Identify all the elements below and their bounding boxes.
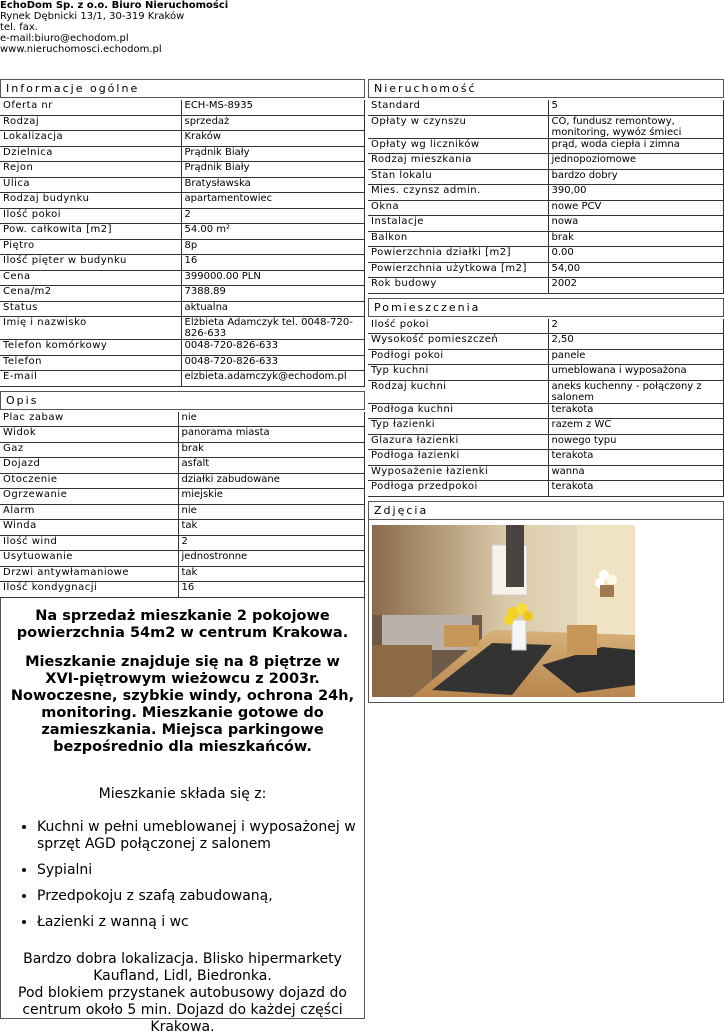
description-list — [9, 819, 356, 931]
rooms-row-value: nowego typu — [548, 434, 724, 450]
description-list-item: • Przedpokoju z szafą zabudowaną, — [37, 888, 356, 905]
general-row-value: ECH-MS-8935 — [181, 100, 365, 115]
general-row — [0, 317, 365, 340]
rooms-row — [368, 465, 724, 481]
general-row-label: Rodzaj — [0, 115, 181, 131]
general-row-value: Prądnik Biały — [181, 146, 365, 162]
rooms-row-value: umeblowana i wyposażona — [548, 365, 724, 381]
rooms-row-value: terakota — [548, 403, 724, 419]
property-row-label: Rok budowy — [368, 278, 548, 294]
general-row-value: Kraków — [181, 131, 365, 147]
agency-header — [0, 0, 228, 55]
description-list-item: • Kuchni w pełni umeblowanej i wyposażonej w sprzęt AGD połączonej z salonem — [37, 819, 356, 853]
description-list-item: • Sypialni — [37, 862, 356, 879]
property-row-label: Mies. czynsz admin. — [368, 185, 548, 201]
general-section-title: Informacje ogólne — [0, 79, 365, 98]
general-row-value: sprzedaż — [181, 115, 365, 131]
general-row-label: Piętro — [0, 239, 181, 255]
general-row — [0, 177, 365, 193]
opis-row — [0, 412, 365, 427]
rooms-row-value: 2 — [548, 319, 724, 334]
opis-row-value: tak — [178, 566, 365, 582]
general-row-label: Status — [0, 301, 181, 317]
property-row-label: Instalacje — [368, 216, 548, 232]
general-row-label: Cena/m2 — [0, 286, 181, 302]
rooms-row-label: Typ kuchni — [368, 365, 548, 381]
general-row-value: elzbieta.adamczyk@echodom.pl — [181, 371, 365, 387]
rooms-section-title: Pomieszczenia — [368, 298, 724, 317]
property-row-label: Opłaty w czynszu — [368, 115, 548, 138]
general-row — [0, 239, 365, 255]
property-row-label: Powierzchnia użytkowa [m2] — [368, 262, 548, 278]
property-row-value: nowa — [548, 216, 724, 232]
general-row-label: Telefon komórkowy — [0, 340, 181, 356]
property-row-value: 390,00 — [548, 185, 724, 201]
opis-row-value: działki zabudowane — [178, 473, 365, 489]
property-section-title: Nieruchomość — [368, 79, 724, 98]
opis-row-label: Ogrzewanie — [0, 489, 178, 505]
opis-row-label: Otoczenie — [0, 473, 178, 489]
general-row-label: Lokalizacja — [0, 131, 181, 147]
general-row — [0, 146, 365, 162]
opis-row — [0, 504, 365, 520]
property-row — [368, 138, 724, 154]
general-row-value: aktualna — [181, 301, 365, 317]
property-row — [368, 169, 724, 185]
opis-row-label: Ilość wind — [0, 535, 178, 551]
opis-row-value: tak — [178, 520, 365, 536]
company-phone: tel. fax. — [0, 22, 38, 33]
apartment-photo[interactable] — [372, 525, 635, 697]
rooms-row-value: terakota — [548, 481, 724, 497]
property-row-value: 2002 — [548, 278, 724, 294]
general-row-value: 2 — [181, 208, 365, 224]
general-row-value: 54.00 m² — [181, 224, 365, 240]
property-row-value: 54,00 — [548, 262, 724, 278]
property-row-value: prąd, woda ciepła i zimna — [548, 138, 724, 154]
description-intro: Mieszkanie składa się z: — [98, 785, 267, 802]
opis-table — [0, 412, 365, 598]
rooms-row-value: wanna — [548, 465, 724, 481]
general-row — [0, 340, 365, 356]
property-table — [368, 100, 724, 294]
property-row — [368, 185, 724, 201]
general-row-label: Telefon — [0, 355, 181, 371]
right-column — [368, 79, 724, 703]
general-row-label: Ilość pokoi — [0, 208, 181, 224]
general-row-value: 7388.89 — [181, 286, 365, 302]
description-box — [0, 598, 365, 1035]
property-row-label: Okna — [368, 200, 548, 216]
general-row-label: Ulica — [0, 177, 181, 193]
property-row-label: Rodzaj mieszkania — [368, 154, 548, 170]
opis-row-label: Plac zabaw — [0, 412, 178, 427]
rooms-row — [368, 481, 724, 497]
description-headline: Na sprzedaż mieszkanie 2 pokojowe powierzchnia 54m2 w centrum Krakowa. — [16, 607, 349, 641]
property-row — [368, 278, 724, 294]
general-table — [0, 100, 365, 387]
rooms-row — [368, 403, 724, 419]
rooms-row-label: Podłoga łazienki — [368, 450, 548, 466]
general-row — [0, 371, 365, 387]
rooms-row-value: aneks kuchenny - połączony z salonem — [548, 380, 724, 403]
property-row-label: Powierzchnia działki [m2] — [368, 247, 548, 263]
property-row — [368, 216, 724, 232]
description-location: Bardzo dobra lokalizacja. Blisko hipermarkety Kaufland, Lidl, Biedronka. — [23, 950, 342, 984]
opis-row-label: Gaz — [0, 442, 178, 458]
left-column — [0, 79, 365, 1035]
property-row — [368, 154, 724, 170]
photos-section-title: Zdjęcia — [368, 501, 724, 520]
opis-row — [0, 520, 365, 536]
general-row-label: Imię i nazwisko — [0, 317, 181, 340]
property-row — [368, 231, 724, 247]
opis-row-value: 2 — [178, 535, 365, 551]
property-row — [368, 115, 724, 138]
opis-row-value: asfalt — [178, 458, 365, 474]
rooms-row — [368, 450, 724, 466]
opis-row-value: brak — [178, 442, 365, 458]
property-row — [368, 100, 724, 115]
property-row-value: brak — [548, 231, 724, 247]
opis-row-label: Usytuowanie — [0, 551, 178, 567]
opis-row — [0, 582, 365, 598]
rooms-row-label: Podłoga kuchni — [368, 403, 548, 419]
general-row-value: 399000.00 PLN — [181, 270, 365, 286]
property-row — [368, 262, 724, 278]
opis-row-value: panorama miasta — [178, 427, 365, 443]
rooms-row-label: Podłoga przedpokoi — [368, 481, 548, 497]
rooms-row-label: Ilość pokoi — [368, 319, 548, 334]
property-row-value: nowe PCV — [548, 200, 724, 216]
rooms-row-value: 2,50 — [548, 334, 724, 350]
property-row-value: jednopoziomowe — [548, 154, 724, 170]
opis-row — [0, 551, 365, 567]
property-row-value: CO, fundusz remontowy, monitoring, wywóz śmieci — [548, 115, 724, 138]
description-building: Mieszkanie znajduje się na 8 piętrze w XVI-piętrowym wieżowcu z 2003r. Nowoczesne, szybkie windy, ochrona 24h, monitoring. Mieszkanie gotowe do zamieszkania. Miejsca parkingowe bezpośrednio dla mieszkańców. — [10, 653, 355, 755]
photo-box — [368, 520, 724, 703]
general-row — [0, 286, 365, 302]
opis-row-value: jednostronne — [178, 551, 365, 567]
general-row — [0, 208, 365, 224]
general-row-label: Dzielnica — [0, 146, 181, 162]
opis-row — [0, 442, 365, 458]
opis-row-value: nie — [178, 412, 365, 427]
general-row-value: 0048-720-826-633 — [181, 340, 365, 356]
general-row-value: 8p — [181, 239, 365, 255]
rooms-row — [368, 319, 724, 334]
general-row-label: E-mail — [0, 371, 181, 387]
property-row-value: 5 — [548, 100, 724, 115]
rooms-row-label: Podłogi pokoi — [368, 349, 548, 365]
general-row-value: 16 — [181, 255, 365, 271]
rooms-row-value: razem z WC — [548, 419, 724, 435]
company-address: Rynek Dębnicki 13/1, 30-319 Kraków — [0, 11, 185, 22]
company-www: www.nieruchomosci.echodom.pl — [0, 44, 162, 55]
general-row-value: apartamentowiec — [181, 193, 365, 209]
company-email: e-mail:biuro@echodom.pl — [0, 33, 129, 44]
rooms-row — [368, 419, 724, 435]
rooms-row-label: Wysokość pomieszczeń — [368, 334, 548, 350]
general-row — [0, 115, 365, 131]
rooms-table — [368, 319, 724, 497]
opis-row-label: Widok — [0, 427, 178, 443]
opis-row-label: Alarm — [0, 504, 178, 520]
rooms-row — [368, 334, 724, 350]
property-row-label: Balkon — [368, 231, 548, 247]
opis-section-title: Opis — [0, 391, 365, 410]
general-row-value: Bratysławska — [181, 177, 365, 193]
general-row-label: Pow. całkowita [m2] — [0, 224, 181, 240]
general-row-label: Oferta nr — [0, 100, 181, 115]
rooms-row — [368, 380, 724, 403]
opis-row — [0, 535, 365, 551]
general-row-label: Cena — [0, 270, 181, 286]
opis-row-label: Dojazd — [0, 458, 178, 474]
opis-row-value: miejskie — [178, 489, 365, 505]
general-row — [0, 301, 365, 317]
property-row-label: Opłaty wg liczników — [368, 138, 548, 154]
rooms-row — [368, 365, 724, 381]
rooms-row-label: Typ łazienki — [368, 419, 548, 435]
rooms-row — [368, 434, 724, 450]
general-row-value: Prądnik Biały — [181, 162, 365, 178]
property-row — [368, 200, 724, 216]
rooms-row-label: Wyposażenie łazienki — [368, 465, 548, 481]
opis-row — [0, 489, 365, 505]
general-row-value: Elżbieta Adamczyk tel. 0048-720-826-633 — [181, 317, 365, 340]
opis-row — [0, 427, 365, 443]
general-row — [0, 270, 365, 286]
rooms-row-value: terakota — [548, 450, 724, 466]
opis-row-value: 16 — [178, 582, 365, 598]
opis-row — [0, 473, 365, 489]
opis-row-value: nie — [178, 504, 365, 520]
property-row-value: 0.00 — [548, 247, 724, 263]
rooms-row-label: Rodzaj kuchni — [368, 380, 548, 403]
rooms-row-label: Glazura łazienki — [368, 434, 548, 450]
opis-row-label: Ilość kondygnacji — [0, 582, 178, 598]
general-row-value: 0048-720-826-633 — [181, 355, 365, 371]
general-row-label: Rodzaj budynku — [0, 193, 181, 209]
opis-row-label: Winda — [0, 520, 178, 536]
opis-row-label: Drzwi antywłamaniowe — [0, 566, 178, 582]
description-list-item: • Łazienki z wanną i wc — [37, 914, 356, 931]
property-row-label: Standard — [368, 100, 548, 115]
general-row-label: Rejon — [0, 162, 181, 178]
property-row-label: Stan lokalu — [368, 169, 548, 185]
opis-row — [0, 458, 365, 474]
general-row-label: Ilość pięter w budynku — [0, 255, 181, 271]
rooms-row — [368, 349, 724, 365]
general-row — [0, 355, 365, 371]
general-row — [0, 224, 365, 240]
general-row — [0, 193, 365, 209]
general-row — [0, 255, 365, 271]
opis-row — [0, 566, 365, 582]
general-row — [0, 131, 365, 147]
rooms-row-value: panele — [548, 349, 724, 365]
general-row — [0, 162, 365, 178]
property-row — [368, 247, 724, 263]
property-row-value: bardzo dobry — [548, 169, 724, 185]
general-row — [0, 100, 365, 115]
company-name: EchoDom Sp. z o.o. Biuro Nieruchomości — [0, 0, 229, 11]
description-transport: Pod blokiem przystanek autobusowy dojazd do centrum około 5 min. Dojazd do każdej części Krakowa. — [18, 984, 347, 1035]
